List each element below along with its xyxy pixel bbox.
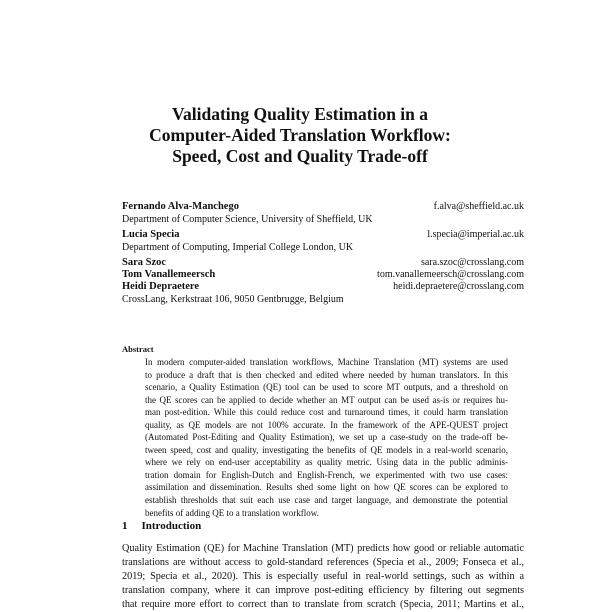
text-line: assimilation and dissemination. Results shed some light on how QE scores can be explored to — [145, 482, 508, 493]
affiliation-text: Department of Computer Science, University of Sheffield, UK — [122, 214, 373, 225]
text-line: In modern computer-aided translation workflows, Machine Translation (MT) systems are used — [145, 357, 508, 367]
text-line: where we rely on end-user acceptability as quality metric. Using data in the public adminis- — [145, 457, 508, 468]
text-line: (Automated Post-Editing and Quality Estimation), we set up a case-study on the trade-off be- — [145, 432, 508, 443]
text-line: tration domain for English-Dutch and English-French, we experimented with two use cases: — [145, 469, 508, 480]
text-line: Quality Estimation (QE) for Machine Translation (MT) predicts how good or reliable automatic — [122, 543, 524, 554]
author-email: l.specia@imperial.ac.uk — [427, 229, 524, 240]
affiliation-text: CrossLang, Kerkstraat 106, 9050 Gentbrugge, Belgium — [122, 294, 344, 305]
author-email: f.alva@sheffield.ac.uk — [433, 201, 524, 212]
text-line: man post-edition. While this could reduce cost and turnaround times, it could harm translation — [145, 407, 508, 418]
author-name: Tom Vanallemeersch — [122, 269, 216, 280]
title-line: Speed, Cost and Quality Trade-off — [172, 146, 428, 166]
section-number: 1 — [122, 520, 128, 532]
author-email: sara.szoc@crosslang.com — [420, 257, 524, 268]
abstract-heading: Abstract — [122, 344, 154, 354]
title-line: Computer-Aided Translation Workflow: — [149, 125, 451, 145]
text-line: translation company, where it can improve post-editing efficiency by filtering out segments — [122, 585, 524, 597]
text-line: benefits of adding QE to a translation workflow. — [145, 507, 319, 518]
author-name: Heidi Depraetere — [122, 281, 200, 292]
author-email: tom.vanallemeersch@crosslang.com — [377, 269, 524, 280]
author-row — [122, 201, 524, 213]
author-email: heidi.depraetere@crosslang.com — [393, 281, 524, 292]
affiliation-text: Department of Computing, Imperial College London, UK — [122, 242, 354, 253]
text-line: that require more effort to correct than to translate from scratch (Specia, 2011; Martins et al., — [122, 599, 524, 611]
abstract-body — [145, 356, 508, 519]
author-affiliation — [122, 214, 524, 226]
text-line: translations are without access to gold-standard references (Specia et al., 2009; Fonseca et al., — [122, 557, 524, 569]
author-row — [122, 257, 524, 269]
text-line: quality, as QE models are not 100% accurate. In the framework of the APE-QUEST project — [145, 419, 508, 430]
paper-title — [0, 104, 600, 167]
section-heading — [122, 520, 201, 532]
text-line: the QE scores can be applied to decide whether an MT output can be used as-is or requires hu- — [145, 394, 508, 405]
author-row — [122, 281, 524, 293]
author-name: Lucia Specia — [122, 229, 180, 240]
text-line: scenario, a Quality Estimation (QE) tool can be used to score MT outputs, and a threshold on — [145, 382, 508, 393]
author-affiliation — [122, 242, 524, 254]
text-line: establish thresholds that suit each use case and target language, and demonstrate the potential — [145, 495, 508, 506]
author-row — [122, 229, 524, 241]
text-line: 2019; Specia et al., 2020). This is especially useful in real-world settings, such as within a — [122, 571, 524, 583]
author-name: Fernando Alva-Manchego — [122, 201, 239, 212]
title-line: Validating Quality Estimation in a — [171, 104, 429, 124]
author-affiliation — [122, 294, 524, 306]
section-title: Introduction — [141, 520, 202, 532]
author-name: Sara Szoc — [122, 257, 167, 268]
introduction-body — [122, 542, 524, 612]
text-line: tween speed, cost and quality, investigating the benefits of QE models in a real-world scenario, — [145, 444, 508, 455]
text-line: to produce a draft that is then checked and edited where needed by human translators. In this — [145, 369, 508, 380]
author-row — [122, 269, 524, 281]
